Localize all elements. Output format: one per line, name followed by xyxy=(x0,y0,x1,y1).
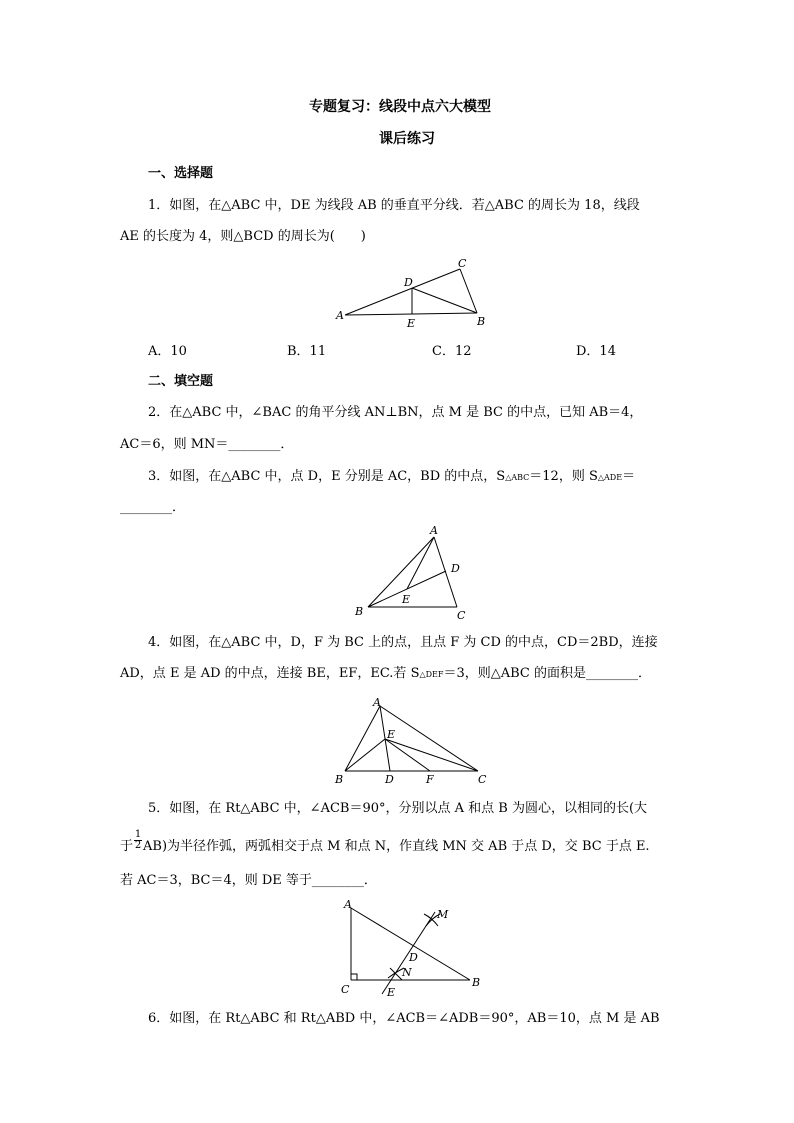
page-subtitle: 课后练习 xyxy=(379,131,435,147)
fig4-label-e: E xyxy=(387,728,396,741)
question-3-figure xyxy=(350,525,480,625)
fraction-denominator: 2 xyxy=(134,840,142,851)
fig1-label-e: E xyxy=(407,317,416,330)
question-1-line-2: AE 的长度为 4，则△BCD 的周长为( ) xyxy=(120,229,366,244)
fig1-label-d: D xyxy=(404,276,413,289)
fig3-label-a: A xyxy=(430,524,438,537)
fraction-half xyxy=(134,830,142,851)
section-heading-choice: 一、选择题 xyxy=(148,166,214,181)
fig4-label-a: A xyxy=(373,696,381,709)
question-5-line-2: AB)为半径作弧，两弧相交于点 M 和点 N，作直线 MN 交 AB 于点 D，交 BC 于点 E. xyxy=(143,839,650,854)
fig5-label-e: E xyxy=(387,986,396,999)
question-4-figure xyxy=(333,695,503,785)
section-heading-fill: 二、填空题 xyxy=(148,374,214,389)
fig5-label-m: M xyxy=(437,908,449,921)
fig5-label-b: B xyxy=(472,976,481,989)
question-5-figure xyxy=(340,900,490,1000)
fig5-label-c: C xyxy=(341,983,350,996)
fig1-label-a: A xyxy=(336,309,344,322)
q4-text-a: AD，点 E 是 AD 的中点，连接 BE，EF，EC.若 S xyxy=(120,666,420,681)
q3-sub-abc: △ABC xyxy=(505,473,530,482)
q4-text-b: ＝3，则△ABC 的面积是________． xyxy=(443,666,651,681)
fig4-label-b: B xyxy=(335,773,344,786)
question-2-line-1: 2．在△ABC 中，∠BAC 的角平分线 AN⊥BN，点 M 是 BC 的中点，已知 AB＝4， xyxy=(148,405,643,420)
fig5-label-d: D xyxy=(409,951,418,964)
fraction-numerator: 1 xyxy=(134,829,142,840)
option-a: A．10 xyxy=(148,344,187,359)
fig3-label-b: B xyxy=(355,605,364,618)
question-4-line-1: 4．如图，在△ABC 中，D，F 为 BC 上的点，且点 F 为 CD 的中点，CD＝2BD，连接 xyxy=(148,635,658,650)
q4-sub-def: △DEF xyxy=(419,670,444,679)
question-1-line-1: 1．如图，在△ABC 中，DE 为线段 AB 的垂直平分线．若△ABC 的周长为 18，线段 xyxy=(148,198,640,213)
fig5-label-a: A xyxy=(344,898,352,911)
question-5-line-3: 若 AC＝3，BC＝4，则 DE 等于________． xyxy=(120,873,377,888)
question-3-line-1 xyxy=(148,468,635,487)
fig4-label-d: D xyxy=(385,773,394,786)
fig5-label-n: N xyxy=(402,966,412,979)
fig3-label-d: D xyxy=(451,562,460,575)
option-d: D．14 xyxy=(576,344,616,359)
question-5-line-1: 5．如图，在 Rt△ABC 中，∠ACB＝90°，分别以点 A 和点 B 为圆心，以相同的长(大 xyxy=(148,801,648,816)
option-b: B．11 xyxy=(287,344,327,359)
fig3-label-c: C xyxy=(457,609,466,622)
question-1-figure xyxy=(335,255,495,335)
q3-sub-ade: △ADE xyxy=(597,473,623,482)
q3-text-b: ＝12，则 S xyxy=(529,469,598,484)
q3-text-c: ＝ xyxy=(622,469,636,484)
fig4-label-c: C xyxy=(478,773,487,786)
question-2-line-2: AC＝6，则 MN＝________． xyxy=(120,437,294,452)
question-5-line-2-pre: 于 xyxy=(120,839,134,854)
question-6-line-1: 6．如图，在 Rt△ABC 和 Rt△ABD 中，∠ACB＝∠ADB＝90°，AB＝10，点 M 是 AB xyxy=(148,1011,660,1026)
question-4-line-2 xyxy=(120,665,651,684)
page-title: 专题复习：线段中点六大模型 xyxy=(309,99,491,115)
fig4-label-f: F xyxy=(426,773,434,786)
fig3-label-e: E xyxy=(402,593,411,606)
option-c: C．12 xyxy=(432,344,472,359)
q3-text-a: 3．如图，在△ABC 中，点 D，E 分别是 AC，BD 的中点，S xyxy=(148,469,506,484)
question-3-line-2: ________． xyxy=(120,500,186,515)
fig1-label-c: C xyxy=(458,257,467,270)
fig1-label-b: B xyxy=(477,315,486,328)
